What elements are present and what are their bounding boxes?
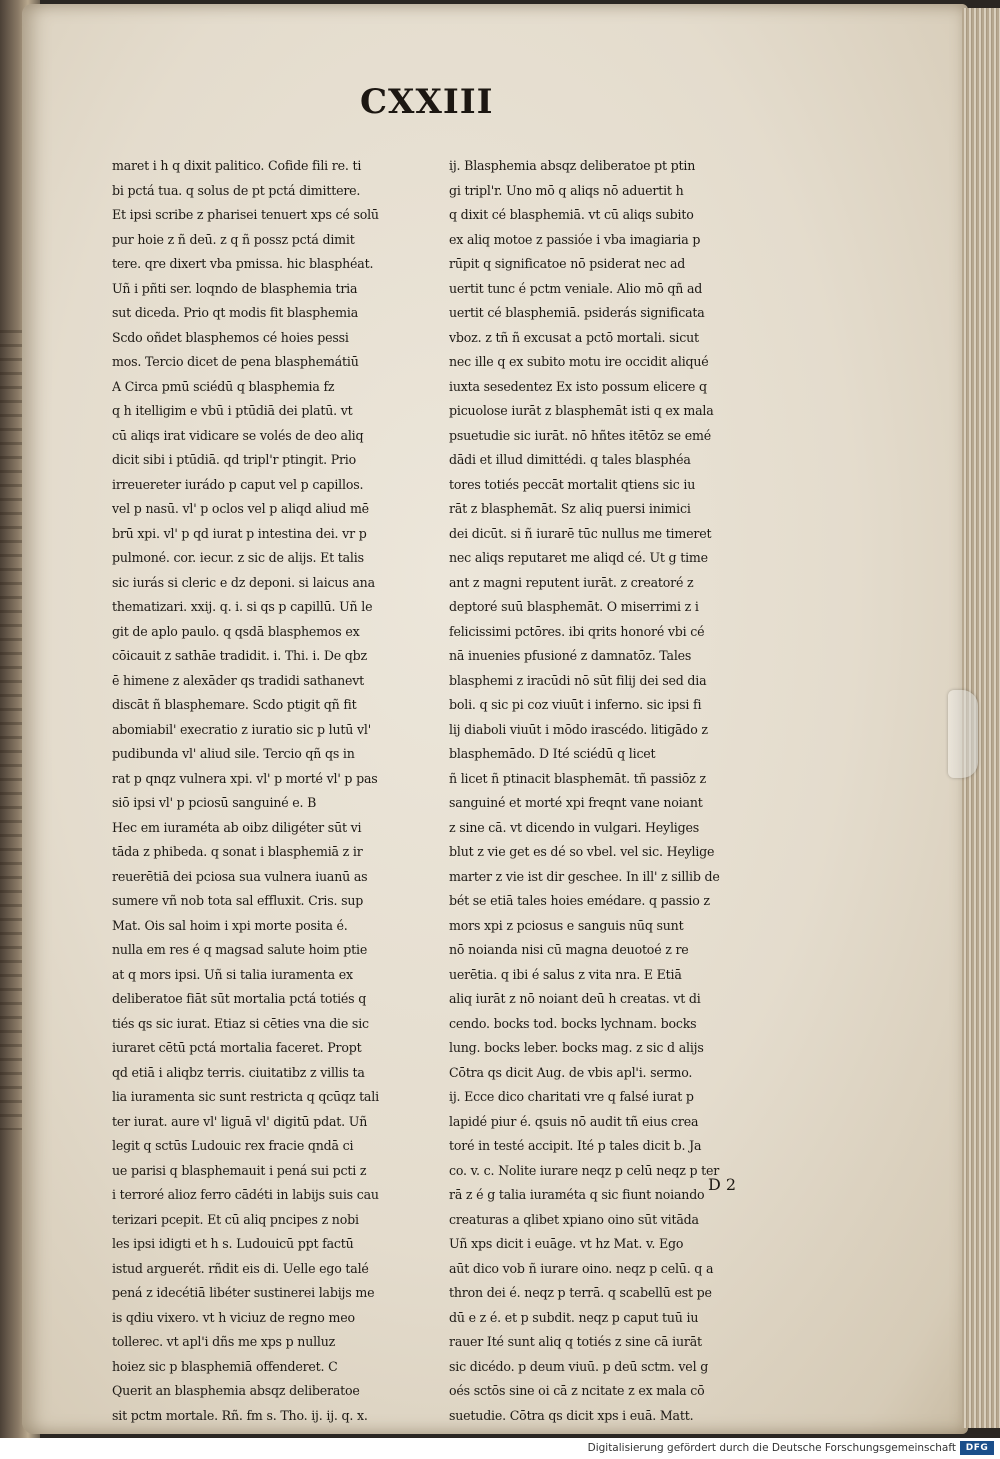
text-line: Uñ i pñti ser. loqndo de blasphemia tria [112, 280, 358, 296]
text-line: co. v. c. Nolite iurare neqz p celū neqz p ter [449, 1162, 720, 1178]
text-line: dādi et illud dimittédi. q tales blasphéa [449, 452, 691, 467]
text-line: sanguiné et morté xpi freqnt vane noiant [449, 795, 703, 810]
text-line: ē himene z alexāder qs tradidi sathanevt [112, 672, 365, 688]
text-line: tāda z phibeda. q sonat i blasphemiā z ir [112, 844, 363, 859]
text-line: rat p qnqz vulnera xpi. vl' p morté vl' p pas [112, 770, 378, 786]
text-line: aūt dico vob ñ iurare oino. neqz p celū. q a [449, 1260, 714, 1276]
text-line: q h itelligim e vbū i ptūdiā dei platū. vt [112, 403, 353, 418]
text-line: qd etiā i aliqbz terris. ciuitatibz z villis ta [112, 1064, 365, 1080]
text-line: reuerētiā dei pciosa sua vulnera iuanū as [112, 868, 368, 884]
text-line: nō noianda nisi cū magna deuotoé z re [449, 942, 689, 957]
text-line: iuraret cētū pctá mortalia faceret. Propt [112, 1040, 362, 1055]
text-line: ij. Ecce dico charitati vre q falsé iurat p [449, 1089, 694, 1104]
text-line: Uñ xps dicit i euāge. vt hz Mat. v. Ego [449, 1236, 684, 1251]
text-line: lapidé piur é. qsuis nō audit tñ eius crea [449, 1113, 699, 1129]
text-line: hoiez sic p blasphemiā offenderet. C [112, 1358, 338, 1374]
signature-mark: D 2 [708, 1175, 737, 1194]
text-line: Scdo oñdet blasphemos cé hoies pessi [112, 329, 349, 345]
text-line: aliq iurāt z nō noiant deū h creatas. vt di [449, 991, 701, 1006]
text-line: rā z é g talia iuraméta q sic fiunt noiando [449, 1187, 705, 1202]
text-line: psuetudie sic iurāt. nō hñtes itētōz se emé [449, 427, 711, 443]
text-line: ant z magni reputent iurāt. z creatoré z [449, 574, 694, 590]
text-line: sumere vñ nob tota sal effluxit. Cris. sup [112, 893, 364, 908]
text-line: pulmoné. cor. iecur. z sic de alijs. Et talis [112, 550, 364, 565]
text-line: thron dei é. neqz p terrā. q scabellū est pe [449, 1285, 712, 1300]
text-line: uerētia. q ibi é salus z vita nra. E Etiā [449, 966, 682, 982]
text-line: is qdiu vixero. vt h viciuz de regno meo [112, 1309, 355, 1325]
text-line: cōicauit z sathāe tradidit. i. Thi. i. De qbz [112, 648, 367, 663]
text-line: Hec em iuraméta ab oibz diligéter sūt vi [112, 819, 362, 835]
text-line: discāt ñ blasphemare. Scdo ptigit qñ fit [112, 697, 357, 712]
text-line: creaturas a qlibet xpiano oino sūt vitāda [449, 1211, 699, 1227]
dfg-logo-icon: DFG [960, 1441, 994, 1455]
text-line: blut z vie get es dé so vbel. vel sic. Heylige [449, 844, 715, 859]
text-line: marter z vie ist dir geschee. In ill' z sillib de [449, 868, 720, 884]
right-text-column [449, 154, 759, 1428]
book-page [22, 4, 968, 1434]
text-line: Mat. Ois sal hoim i xpi morte posita é. [112, 917, 348, 933]
text-line: dū e z é. et p subdit. neqz p caput tuū iu [449, 1309, 699, 1325]
text-line: suetudie. Cōtra qs dicit xps i euā. Matt. [449, 1407, 694, 1423]
text-line: sut diceda. Prio qt modis fit blasphemia [112, 305, 359, 320]
clip-bookmark [948, 690, 978, 778]
text-line: sit pctm mortale. Rñ. fm s. Tho. ij. ij. q. x. [112, 1407, 368, 1423]
text-line: maret i h q dixit palitico. Cofide fili re. ti [112, 158, 362, 173]
text-line: felicissimi pctōres. ibi qrits honoré vbi cé [449, 623, 705, 639]
text-line: mors xpi z pciosus e sanguis nūq sunt [449, 917, 684, 933]
text-line: bi pctá tua. q solus de pt pctá dimittere. [112, 182, 361, 198]
text-line: ij. Blasphemia absqz deliberatoe pt ptin [449, 158, 696, 173]
text-line: siō ipsi vl' p pciosū sanguiné e. B [112, 795, 317, 810]
text-line: cū aliqs irat vidicare se volés de deo aliq [112, 427, 364, 443]
text-line: lia iuramenta sic sunt restricta q qcūqz tali [112, 1089, 379, 1104]
text-line: pur hoie z ñ deū. z q ñ possz pctá dimit [112, 231, 355, 247]
text-line: i terroré alioz ferro cādéti in labijs suis cau [112, 1187, 379, 1202]
folio-number: CXXIII [360, 82, 494, 122]
text-line: lung. bocks leber. bocks mag. z sic d alijs [449, 1040, 704, 1055]
text-line: lij diaboli viuūt i mōdo irascédo. litigādo z [449, 721, 708, 737]
text-line: irreuereter iurádo p caput vel p capillos. [112, 476, 364, 492]
text-line: nec aliqs reputaret me aliqd cé. Ut g time [449, 550, 708, 565]
text-line: ex aliq motoe z passióe i vba imagiaria p [449, 231, 701, 247]
text-line: dei dicūt. si ñ iurarē tūc nullus me timeret [449, 525, 712, 541]
text-line: gi tripl'r. Uno mō q aliqs nō aduertit h [449, 182, 684, 198]
text-line: ñ licet ñ ptinacit blasphemāt. tñ passiōz z [449, 770, 706, 786]
text-line: cendo. bocks tod. bocks lychnam. bocks [449, 1015, 697, 1031]
text-line: abomiabil' execratio z iuratio sic p lutū vl' [112, 721, 371, 737]
text-line: tiés qs sic iurat. Etiaz si cēties vna die sic [112, 1015, 369, 1031]
text-line: dicit sibi i ptūdiā. qd tripl'r ptingit. Prio [112, 452, 357, 467]
text-line: q dixit cé blasphemiā. vt cū aliqs subito [449, 207, 694, 222]
text-line: Et ipsi scribe z pharisei tenuert xps cé solū [112, 207, 379, 222]
text-line: rauer Ité sunt aliq q totiés z sine cā iurāt [449, 1334, 702, 1349]
text-line: blasphemādo. D Ité sciédū q licet [449, 746, 656, 761]
text-line: rāt z blasphemāt. Sz aliq puersi inimici [449, 501, 691, 516]
text-line: ter iurat. aure vl' liguā vl' digitū pdat. Uñ [112, 1113, 368, 1129]
text-line: sic dicédo. p deum viuū. p deū sctm. vel g [449, 1358, 709, 1374]
text-line: deliberatoe fiāt sūt mortalia pctá totiés q [112, 991, 367, 1006]
text-line: tores totiés peccāt mortalit qtiens sic iu [449, 476, 696, 492]
text-line: pudibunda vl' aliud sile. Tercio qñ qs in [112, 746, 355, 761]
text-line: iuxta sesedentez Ex isto possum elicere q [449, 378, 707, 394]
text-line: git de aplo paulo. q qsdā blasphemos ex [112, 623, 360, 639]
text-line: tere. qre dixert vba pmissa. hic blasphéat. [112, 256, 374, 271]
text-line: deptoré suū blasphemāt. O miserrimi z i [449, 599, 699, 614]
text-line: A Circa pmū sciédū q blasphemia fz [112, 378, 335, 394]
text-line: z sine cā. vt dicendo in vulgari. Heyliges [449, 819, 699, 835]
text-line: thematizari. xxij. q. i. si qs p capillū. Uñ le [112, 599, 373, 614]
text-line: tollerec. vt apl'i dñs me xps p nulluz [112, 1334, 336, 1349]
footer-bar [0, 1438, 1000, 1459]
text-line: nulla em res é q magsad salute hoim ptie [112, 942, 368, 957]
text-line: pená z idecétiā libéter sustinerei labijs me [112, 1285, 375, 1300]
text-line: vel p nasū. vl' p oclos vel p aliqd aliud mē [112, 501, 369, 516]
text-line: mos. Tercio dicet de pena blasphemátiū [112, 354, 359, 369]
text-line: boli. q sic pi coz viuūt i inferno. sic ipsi fi [449, 697, 702, 712]
text-line: Cōtra qs dicit Aug. de vbis apl'i. sermo. [449, 1064, 693, 1080]
text-line: toré in testé accipit. Ité p tales dicit b. Ja [449, 1138, 702, 1153]
text-line: at q mors ipsi. Uñ si talia iuramenta ex [112, 966, 353, 982]
text-line: Querit an blasphemia absqz deliberatoe [112, 1383, 360, 1398]
text-line: terizari pcepit. Et cū aliq pncipes z nobi [112, 1211, 359, 1227]
text-line: bét se etiā tales hoies emédare. q passio z [449, 893, 710, 908]
text-line: istud arguerét. rñdit eis di. Uelle ego talé [112, 1260, 369, 1276]
text-line: uertit cé blasphemiā. psiderás significata [449, 305, 705, 320]
text-line: blasphemi z iracūdi nō sūt filij dei sed dia [449, 672, 707, 688]
left-text-column [112, 154, 422, 1428]
text-line: ue parisi q blasphemauit i pená sui pcti z [112, 1162, 367, 1178]
footer-credit-text: Digitalisierung gefördert durch die Deutsche Forschungsgemeinschaft [587, 1442, 956, 1454]
text-line: sic iurás si cleric e dz deponi. si laicus ana [112, 574, 375, 590]
text-line: brū xpi. vl' p qd iurat p intestina dei. vr p [112, 525, 367, 541]
text-line: nā inuenies pfusioné z damnatōz. Tales [449, 648, 692, 663]
text-line: legit q sctūs Ludouic rex fracie qndā ci [112, 1138, 354, 1153]
text-line: uertit tunc é pctm veniale. Alio mō qñ ad [449, 280, 703, 296]
text-line: les ipsi idigti et h s. Ludouicū ppt factū [112, 1236, 354, 1251]
text-line: nec ille q ex subito motu ire occidit aliqué [449, 354, 709, 369]
text-line: oés sctōs sine oi cā z ncitate z ex mala cō [449, 1383, 705, 1398]
text-line: vboz. z tñ ñ excusat a pctō mortali. sicut [449, 329, 699, 345]
text-line: rūpit q significatoe nō psiderat nec ad [449, 256, 686, 271]
text-line: picuolose iurāt z blasphemāt isti q ex mala [449, 403, 714, 418]
